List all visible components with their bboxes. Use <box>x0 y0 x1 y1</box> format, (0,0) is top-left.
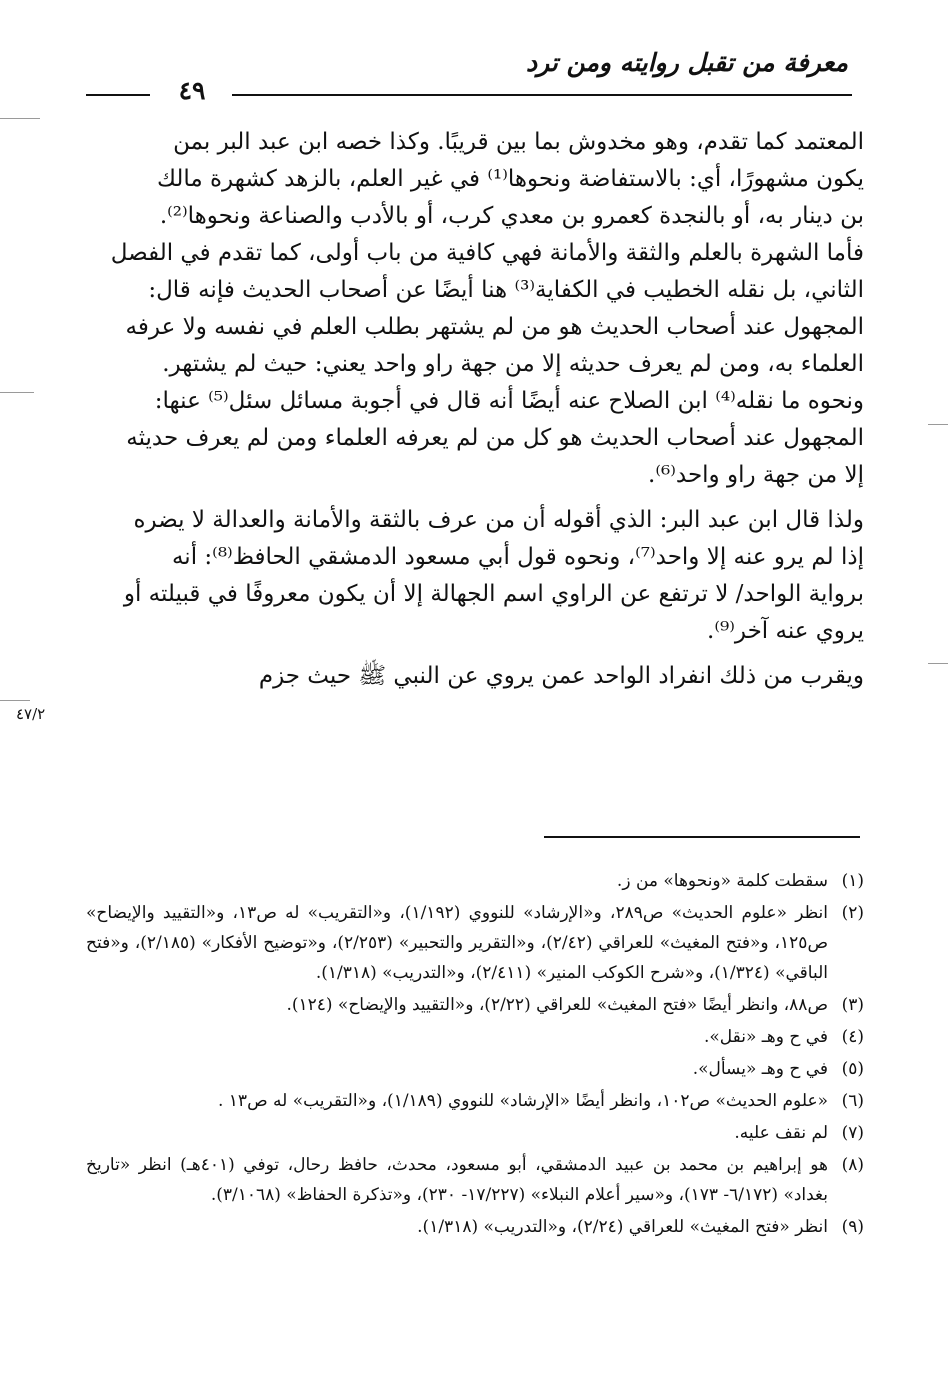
footnote-1 <box>86 866 864 896</box>
text-line-1: المعتمد كما تقدم، وهو مخدوش بما بين قريبًا. وكذا خصه ابن عبد البر بمن <box>173 129 864 155</box>
scan-artifact-mark <box>0 700 30 701</box>
running-header-title: معرفة من تقبل روايته ومن ترد <box>526 48 848 77</box>
footnote-6 <box>86 1086 864 1116</box>
scan-artifact-mark <box>928 663 948 664</box>
footnote-number: (٣) <box>841 995 864 1015</box>
text-line-11: ولذا قال ابن عبد البر: الذي أقوله أن من عرف بالثقة والأمانة والعدالة لا يضره <box>133 507 864 533</box>
footnote-text: انظر «علوم الحديث» ص٢٨٩، و«الإرشاد» للنووي (١/١٩٢)، و«التقريب» له ص١٣، و«التقييد والإيضاح» ص١٢٥، و«فتح المغيث» للعراقي (٢/٤٢)، و«التقرير والتحبير» (٢/٢٥٣)، و«توضيح الأفكار» (٢/١٨٥)، و«فتح الباقي» (١/٣٢٤)، و«شرح الكوكب المنير» (٢/٤١١)، و«التدريب» (١/٣١٨). <box>86 903 828 983</box>
footnote-number: (٢) <box>841 903 864 923</box>
text-line-10: إلا من جهة راو واحد⁽⁶⁾. <box>648 462 864 488</box>
footnote-separator <box>544 836 860 838</box>
header-rule-left <box>86 94 150 96</box>
scan-artifact-mark <box>928 424 948 425</box>
main-text <box>84 124 864 695</box>
text-line-6: المجهول عند أصحاب الحديث هو من لم يشتهر بطلب العلم في نفسه ولا عرفه <box>125 314 864 340</box>
text-line-8: ونحوه ما نقله⁽⁴⁾ ابن الصلاح عنه أيضًا أنه قال في أجوبة مسائل سئل⁽⁵⁾ عنها: <box>154 388 864 414</box>
page-number: ٤٩ <box>178 76 206 105</box>
text-line-4: فأما الشهرة بالعلم والثقة والأمانة فهي كافية من باب أولى، كما تقدم في الفصل <box>110 240 864 266</box>
footnote-text: سقطت كلمة «ونحوها» من ز. <box>616 871 828 891</box>
footnote-number: (٥) <box>841 1059 864 1079</box>
footnote-number: (٤) <box>841 1027 864 1047</box>
text-line-13: برواية الواحد/ لا ترتفع عن الراوي اسم الجهالة إلا أن يكون معروفًا في قبيلته أو <box>123 581 864 607</box>
text-line-7: العلماء به، ومن لم يعرف حديثه إلا من جهة راو واحد يعني: حيث لم يشتهر. <box>162 351 864 377</box>
footnote-text: في ح وهـ «يسأل». <box>692 1059 828 1079</box>
text-line-12: إذا لم يرو عنه إلا واحد⁽⁷⁾، ونحوه قول أبي مسعود الدمشقي الحافظ⁽⁸⁾: أنه <box>171 544 864 570</box>
footnote-number: (٦) <box>841 1091 864 1111</box>
text-line-15: ويقرب من ذلك انفراد الواحد عمن يروي عن النبي ﷺ حيث جزم <box>258 663 864 689</box>
footnote-4 <box>86 1022 864 1052</box>
footnote-text: لم نقف عليه. <box>734 1123 828 1143</box>
footnote-5 <box>86 1054 864 1084</box>
footnote-3 <box>86 990 864 1020</box>
footnotes-section <box>86 866 864 1244</box>
text-line-9: المجهول عند أصحاب الحديث هو كل من لم يعرفه العلماء ومن لم يعرف حديثه <box>126 425 864 451</box>
text-line-3: بن دينار به، أو بالنجدة كعمرو بن معدي كرب، أو بالأدب والصناعة ونحوها⁽²⁾. <box>159 203 864 229</box>
footnote-text: في ح وهـ «نقل». <box>703 1027 828 1047</box>
scan-artifact-mark <box>0 118 40 119</box>
text-line-14: يروي عنه آخر⁽⁹⁾. <box>707 618 864 644</box>
margin-page-reference: ٤٧/٢ <box>16 705 46 723</box>
footnote-number: (٨) <box>841 1155 864 1175</box>
footnote-7 <box>86 1118 864 1148</box>
footnote-number: (١) <box>841 871 864 891</box>
footnote-8 <box>86 1150 864 1210</box>
footnote-2 <box>86 898 864 988</box>
footnote-text: ص٨٨، وانظر أيضًا «فتح المغيث» للعراقي (٢/٢٢)، و«التقييد والإيضاح» (١٢٤). <box>286 995 828 1015</box>
header-rule-right <box>232 94 852 96</box>
footnote-number: (٧) <box>841 1123 864 1143</box>
footnote-number: (٩) <box>841 1217 864 1237</box>
text-line-2: يكون مشهورًا، أي: بالاستفاضة ونحوها⁽¹⁾ في غير العلم، بالزهد كشهرة مالك <box>156 166 864 192</box>
footnote-text: انظر «فتح المغيث» للعراقي (٢/٢٤)، و«التدريب» (١/٣١٨). <box>417 1217 828 1237</box>
scan-artifact-mark <box>0 392 34 393</box>
footnote-text: هو إبراهيم بن محمد بن عبيد الدمشقي، أبو مسعود، محدث، حافظ رحال، توفي (٤٠١هـ) انظر «تاريخ بغداد» (٦/١٧٢- ١٧٣)، و«سير أعلام النبلاء» (١٧/٢٢٧- ٢٣٠)، و«تذكرة الحفاظ» (٣/١٠٦٨). <box>86 1155 828 1205</box>
footnote-text: «علوم الحديث» ص١٠٢، وانظر أيضًا «الإرشاد» للنووي (١/١٨٩)، و«التقريب» له ص١٣ . <box>217 1091 828 1111</box>
text-line-5: الثاني، بل نقله الخطيب في الكفاية⁽³⁾ هنا أيضًا عن أصحاب الحديث فإنه قال: <box>148 277 864 303</box>
footnote-9 <box>86 1212 864 1242</box>
